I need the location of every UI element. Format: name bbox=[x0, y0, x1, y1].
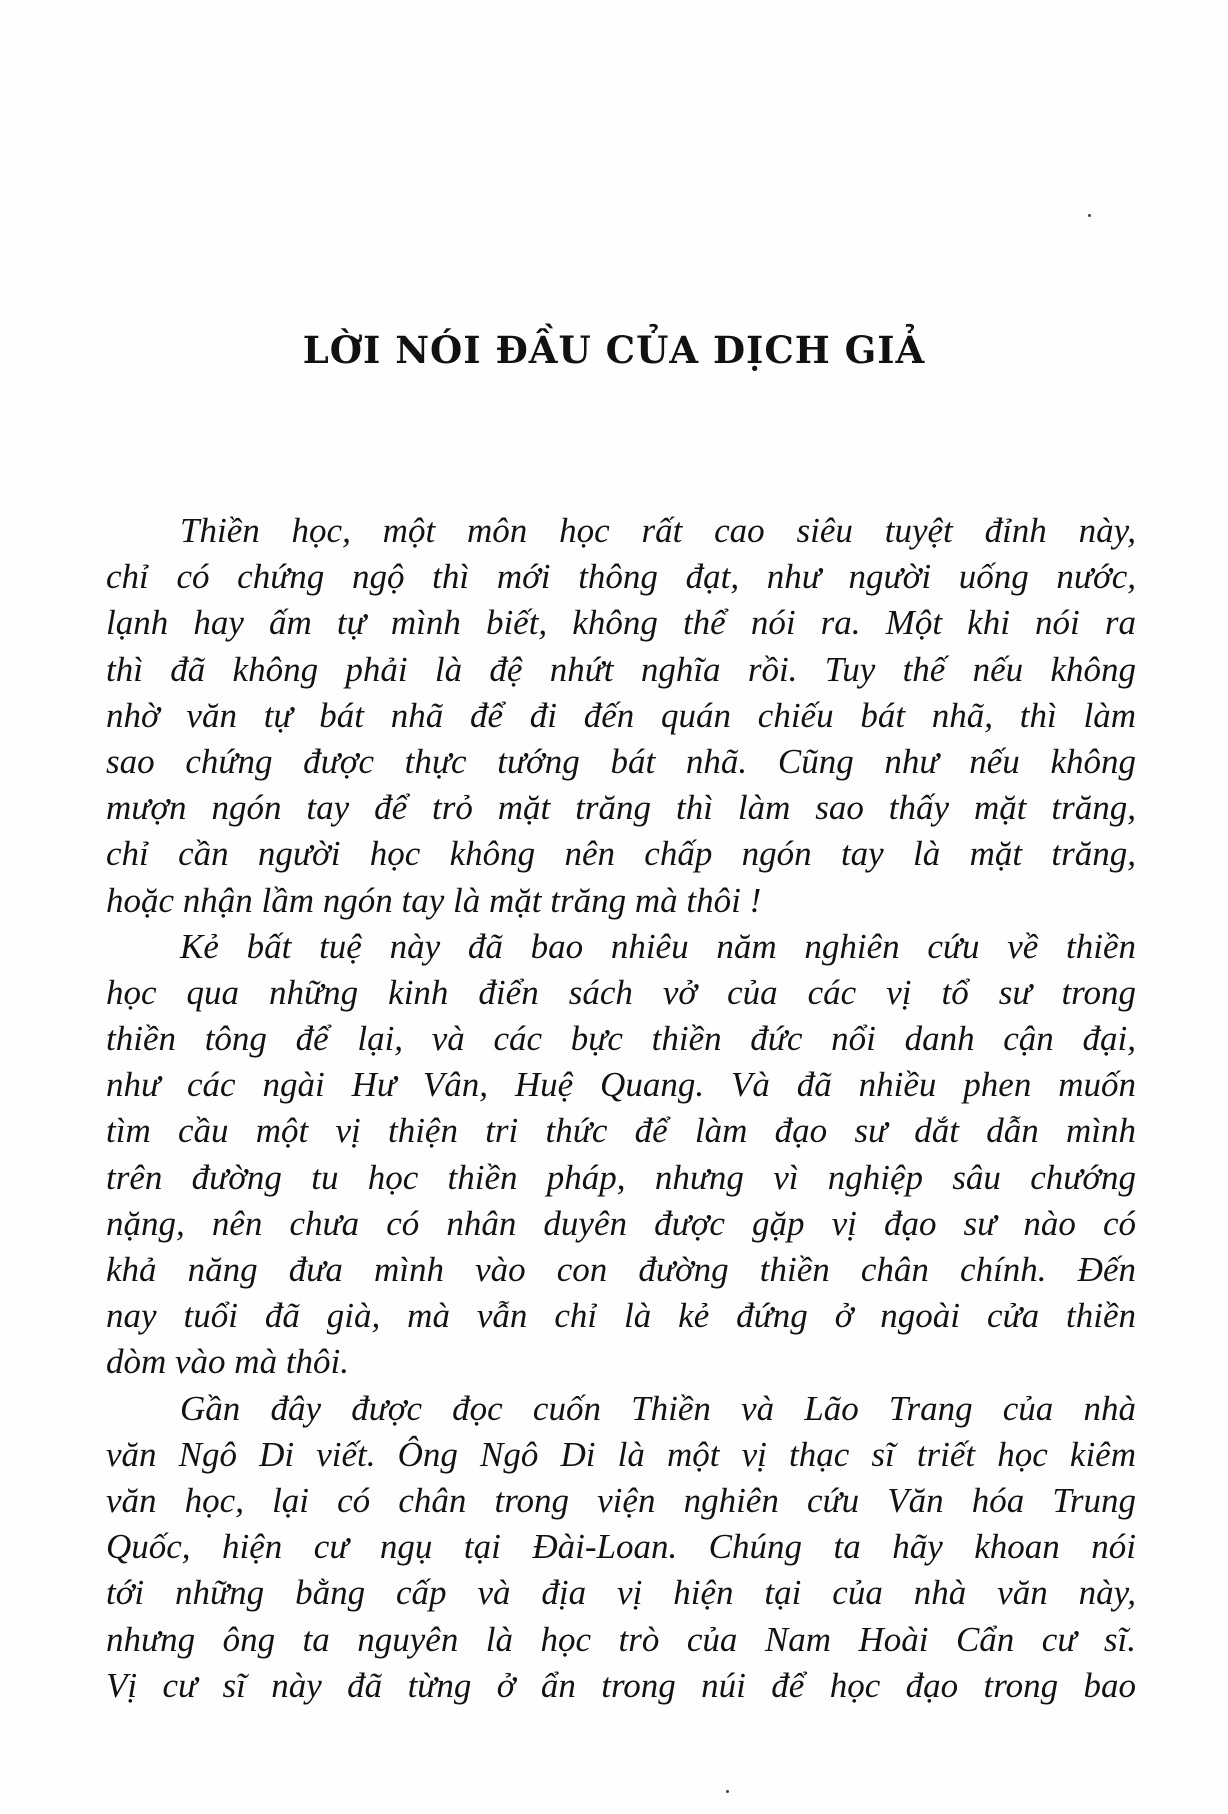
text-line: Thiền học, một môn học rất cao siêu tuyệt đỉnh này, bbox=[180, 511, 1136, 550]
text-line: Gần đây được đọc cuốn Thiền và Lão Trang của nhà bbox=[180, 1388, 1136, 1428]
text-line: thiền tông để lại, và các bực thiền đức nổi danh cận đại, bbox=[106, 1019, 1136, 1059]
page-title: LỜI NÓI ĐẦU CỦA DỊCH GIẢ bbox=[302, 328, 926, 372]
text-line: thì đã không phải là đệ nhứt nghĩa rồi. Tuy thế nếu không bbox=[106, 649, 1136, 689]
text-line: nặng, nên chưa có nhân duyên được gặp vị đạo sư nào có bbox=[106, 1203, 1136, 1243]
text-line: chỉ cần người học không nên chấp ngón tay là mặt trăng, bbox=[106, 834, 1136, 874]
scan-speck bbox=[1088, 214, 1091, 217]
text-line: tìm cầu một vị thiện tri thức để làm đạo sư dắt dẫn mình bbox=[106, 1111, 1136, 1151]
text-line: học qua những kinh điển sách vở của các vị tổ sư trong bbox=[106, 972, 1136, 1012]
text-line: nhưng ông ta nguyên là học trò của Nam Hoài Cẩn cư sĩ. bbox=[106, 1619, 1136, 1659]
text-line: trên đường tu học thiền pháp, nhưng vì nghiệp sâu chướng bbox=[106, 1157, 1136, 1197]
body-text bbox=[106, 508, 1136, 1709]
text-line: Kẻ bất tuệ này đã bao nhiêu năm nghiên cứu về thiền bbox=[180, 926, 1136, 966]
text-line: như các ngài Hư Vân, Huệ Quang. Và đã nhiều phen muốn bbox=[106, 1065, 1136, 1105]
scan-speck bbox=[726, 1790, 729, 1793]
text-line: nhờ văn tự bát nhã để đi đến quán chiếu bát nhã, thì làm bbox=[106, 695, 1136, 735]
text-line: Quốc, hiện cư ngụ tại Đài-Loan. Chúng ta hãy khoan nói bbox=[106, 1527, 1136, 1567]
text-line: Vị cư sĩ này đã từng ở ẩn trong núi để học đạo trong bao bbox=[106, 1665, 1136, 1705]
text-line: khả năng đưa mình vào con đường thiền chân chính. Đến bbox=[106, 1250, 1136, 1289]
text-line: nay tuổi đã già, mà vẫn chỉ là kẻ đứng ở ngoài cửa thiền bbox=[106, 1296, 1136, 1336]
text-line: chỉ có chứng ngộ thì mới thông đạt, như người uống nước, bbox=[106, 557, 1136, 597]
text-line: hoặc nhận lầm ngón tay là mặt trăng mà thôi ! bbox=[106, 880, 762, 920]
text-line: sao chứng được thực tướng bát nhã. Cũng như nếu không bbox=[106, 741, 1136, 781]
text-line: tới những bằng cấp và địa vị hiện tại của nhà văn này, bbox=[106, 1573, 1136, 1613]
text-line: lạnh hay ấm tự mình biết, không thể nói ra. Một khi nói ra bbox=[106, 603, 1136, 643]
text-line: dòm vào mà thôi. bbox=[106, 1342, 350, 1382]
text-line: văn học, lại có chân trong viện nghiên cứu Văn hóa Trung bbox=[106, 1480, 1136, 1520]
text-line: mượn ngón tay để trỏ mặt trăng thì làm sao thấy mặt trăng, bbox=[106, 788, 1136, 828]
text-line: văn Ngô Di viết. Ông Ngô Di là một vị thạc sĩ triết học kiêm bbox=[106, 1434, 1136, 1474]
